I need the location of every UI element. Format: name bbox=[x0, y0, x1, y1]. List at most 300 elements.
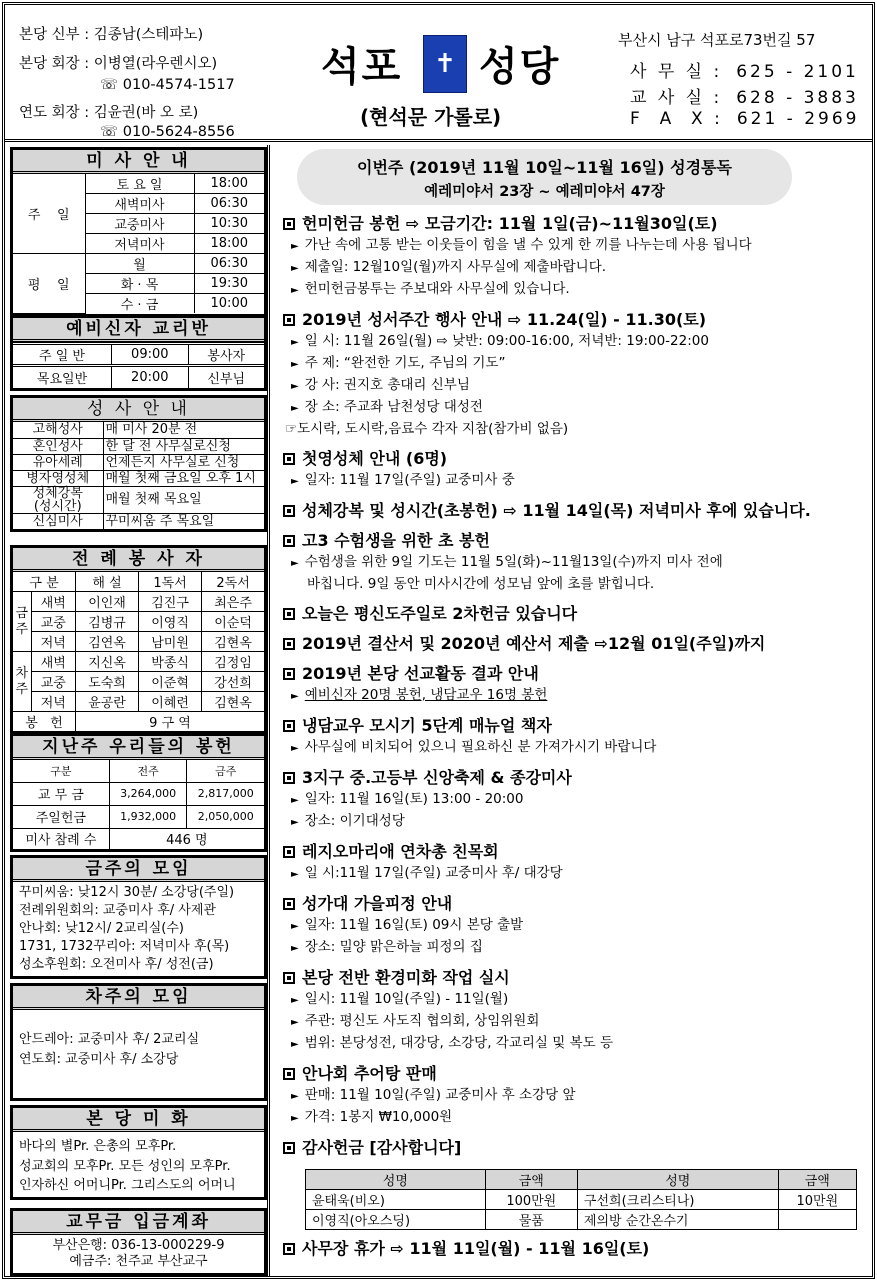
arrow-right-icon: ► bbox=[291, 817, 299, 828]
section-title bbox=[283, 715, 870, 737]
notice-section bbox=[283, 309, 870, 440]
notice-section bbox=[283, 767, 870, 833]
address: 부산시 남구 석포로73번길 57 bbox=[618, 31, 816, 49]
notice-item-text: 판매: 11월 10일(주일) 교중미사 후 소강당 앞 bbox=[304, 1087, 576, 1103]
table-cell: 남미원 bbox=[139, 632, 202, 652]
phone-line bbox=[630, 83, 859, 108]
table-row bbox=[13, 344, 264, 366]
section-title bbox=[283, 893, 870, 915]
table-cell: 100만원 bbox=[485, 1190, 577, 1210]
table-cell: 토 요 일 bbox=[85, 174, 194, 194]
table-cell: 저녁 bbox=[31, 632, 76, 652]
yeondo-phone: ☏ 010-5624-8556 bbox=[100, 124, 235, 140]
section-title-text: 본당 전반 환경미화 작업 실시 bbox=[302, 968, 510, 987]
section-title bbox=[283, 603, 870, 625]
notice-section bbox=[283, 603, 870, 625]
yeondo-president: 연도 회장 : 김윤권(바 오 로) bbox=[19, 105, 199, 121]
phone-value: 628 - 3883 bbox=[736, 88, 859, 108]
table-cell: 봉사자 bbox=[188, 344, 264, 366]
table-row bbox=[306, 1210, 857, 1230]
header bbox=[5, 5, 872, 142]
mass-box bbox=[10, 147, 267, 317]
table-cell: 김병규 bbox=[76, 612, 139, 632]
table-cell: 새벽 bbox=[31, 592, 76, 612]
arrow-right-icon: ► bbox=[291, 285, 299, 296]
table-cell: 저녁 bbox=[31, 692, 76, 712]
phone-value: 621 - 2969 bbox=[736, 109, 860, 129]
account-title: 교무금 입금계좌 bbox=[13, 1211, 264, 1235]
table-row bbox=[306, 1190, 857, 1210]
section-title-text: 냉담교우 모시기 5단계 매뉴얼 책자 bbox=[302, 716, 552, 735]
table-row bbox=[13, 254, 264, 274]
group-label: 차주 bbox=[13, 652, 31, 712]
arrow-right-icon: ► bbox=[291, 1017, 299, 1028]
servers-table bbox=[13, 572, 264, 731]
arrow-right-icon: ► bbox=[291, 1039, 299, 1050]
notice-item bbox=[283, 789, 870, 811]
table-cell: 최은주 bbox=[202, 592, 264, 612]
section-title-text: 성체강복 및 성시간(초봉헌) ⇨ 11월 14일(목) 저녁미사 후에 있습니다. bbox=[302, 501, 811, 520]
notice-item-text: 가격: 1봉지 ₩10,000원 bbox=[304, 1109, 453, 1125]
pastor: 본당 신부 : 김종남(스테파노) bbox=[19, 27, 204, 43]
sunday-label: 주 일 bbox=[13, 174, 85, 254]
sacraments-title: 성 사 안 내 bbox=[13, 398, 264, 422]
table-cell: 김연옥 bbox=[76, 632, 139, 652]
notice-note: ☞도시락, 도시락,음료수 각자 지참(참가비 없음) bbox=[285, 421, 569, 437]
table-cell: 3,264,000 bbox=[109, 782, 187, 805]
table-cell: 10:00 bbox=[194, 294, 264, 314]
table-cell: 이준혁 bbox=[139, 672, 202, 692]
table-cell: 이인재 bbox=[76, 592, 139, 612]
section-title-text: 2019년 본당 선교활동 결과 안내 bbox=[302, 664, 539, 683]
notice-item-text: 일자: 11월 16일(토) 09시 본당 출발 bbox=[304, 917, 524, 933]
list-line: 바다의 별Pr. 은총의 모후Pr. bbox=[19, 1139, 177, 1154]
servers-box bbox=[10, 545, 267, 734]
arrow-right-icon: ► bbox=[291, 1113, 299, 1124]
section-title bbox=[283, 967, 870, 989]
section-title bbox=[283, 500, 870, 522]
column-header: 성명 bbox=[306, 1170, 486, 1190]
list-line: 부산은행: 036-13-000229-9 bbox=[52, 1238, 225, 1253]
table-cell: 윤태욱(비오) bbox=[306, 1190, 486, 1210]
offering-box bbox=[10, 733, 267, 852]
table-cell: 10:30 bbox=[194, 214, 264, 234]
list-line: 안나회: 낮12시/ 2교리실(수) bbox=[19, 921, 185, 936]
section-title bbox=[283, 767, 870, 789]
table-row bbox=[13, 612, 264, 632]
notice-item-text: 장소: 밀양 맑은하늘 피정의 집 bbox=[304, 939, 483, 955]
checkbox-square-icon bbox=[283, 505, 295, 517]
arrow-right-icon: ► bbox=[291, 795, 299, 806]
table-cell: 김현옥 bbox=[202, 692, 264, 712]
table-cell: 도숙희 bbox=[76, 672, 139, 692]
table-row bbox=[13, 692, 264, 712]
column-header: 금액 bbox=[485, 1170, 577, 1190]
table-cell: 2,817,000 bbox=[187, 782, 264, 805]
left-column bbox=[5, 145, 270, 1276]
section-title bbox=[283, 213, 870, 235]
table-cell: 주일헌금 bbox=[13, 805, 109, 828]
title-right: 성당 bbox=[479, 44, 561, 90]
section-title-text: 안나회 추어탕 판매 bbox=[302, 1064, 437, 1083]
next-week-lines bbox=[13, 1010, 264, 1071]
notice-section bbox=[283, 663, 870, 707]
column-header: 해 설 bbox=[76, 572, 139, 592]
notice-sections bbox=[275, 213, 870, 1260]
table-cell: 미사 참례 수 bbox=[13, 828, 109, 849]
table-row bbox=[13, 422, 264, 438]
section-title bbox=[283, 448, 870, 470]
notice-item bbox=[283, 811, 870, 833]
table-cell: 매 미사 20분 전 bbox=[103, 422, 264, 438]
arrow-right-icon: ► bbox=[291, 691, 299, 702]
table-cell: 김진구 bbox=[139, 592, 202, 612]
section-title bbox=[283, 1137, 870, 1159]
notice-item bbox=[283, 257, 870, 279]
table-cell: 물품 bbox=[485, 1210, 577, 1230]
table-row bbox=[13, 470, 264, 486]
checkbox-square-icon bbox=[283, 772, 295, 784]
column-header: 금액 bbox=[778, 1170, 856, 1190]
list-line: 성교회의 모후Pr. 모든 성인의 모후Pr. bbox=[19, 1158, 231, 1174]
notice-item bbox=[283, 863, 870, 885]
arrow-right-icon: ► bbox=[291, 943, 299, 954]
checkbox-square-icon bbox=[283, 638, 295, 650]
table-row bbox=[13, 174, 264, 194]
church-logo-icon: ✝ bbox=[423, 35, 467, 93]
notice-section bbox=[283, 1063, 870, 1129]
notice-item-text: 장 소: 주교좌 남천성당 대성전 bbox=[304, 399, 483, 415]
table-cell: 이혜련 bbox=[139, 692, 202, 712]
table-cell: 이영직 bbox=[139, 612, 202, 632]
table-cell: 446 명 bbox=[109, 828, 264, 849]
notice-item bbox=[283, 397, 870, 419]
catechumen-box bbox=[10, 315, 267, 391]
table-cell: 김정임 bbox=[202, 652, 264, 672]
checkbox-square-icon bbox=[283, 314, 295, 326]
notice-section bbox=[283, 1137, 870, 1230]
table-cell: 매월 첫째 목요일 bbox=[103, 486, 264, 513]
notice-item bbox=[283, 989, 870, 1011]
notice-item-text: 제출일: 12월10일(월)까지 사무실에 제출바랍니다. bbox=[304, 259, 607, 275]
bible-chapters: 예레미야서 23장 ~ 예레미야서 47장 bbox=[424, 184, 665, 200]
table-cell: 봉 헌 bbox=[13, 712, 76, 732]
notice-item-text: 일자: 11월 17일(주일) 교중미사 중 bbox=[304, 472, 515, 488]
table-cell: 교중 bbox=[31, 612, 76, 632]
notice-item bbox=[283, 737, 870, 759]
notice-section bbox=[283, 893, 870, 959]
notice-item bbox=[283, 375, 870, 397]
table-row bbox=[13, 652, 264, 672]
list-line: 인자하신 어머니Pr. 그리스도의 어머니 bbox=[19, 1178, 236, 1193]
checkbox-square-icon bbox=[283, 846, 295, 858]
arrow-right-icon: ► bbox=[291, 263, 299, 274]
table-cell: 윤공란 bbox=[76, 692, 139, 712]
list-line: 예금주: 천주교 부산교구 bbox=[69, 1254, 208, 1269]
table-row bbox=[13, 805, 264, 828]
notice-section bbox=[283, 213, 870, 301]
list-line: 연도회: 교중미사 후/ 소강당 bbox=[19, 1051, 179, 1067]
table-cell: 06:30 bbox=[194, 254, 264, 274]
table-cell: 09:00 bbox=[112, 344, 188, 366]
checkbox-square-icon bbox=[283, 218, 295, 230]
table-cell: 박종식 bbox=[139, 652, 202, 672]
section-title bbox=[283, 633, 870, 655]
notice-item-text: 헌미헌금봉투는 주보대와 사무실에 있습니다. bbox=[304, 281, 570, 297]
notice-item-text: 강 사: 권지호 총대리 신부님 bbox=[304, 377, 470, 393]
table-row bbox=[13, 454, 264, 470]
notice-section bbox=[283, 448, 870, 492]
arrow-right-icon: ► bbox=[291, 381, 299, 392]
section-title bbox=[283, 841, 870, 863]
this-week-lines bbox=[13, 882, 264, 976]
list-line: 꾸미씨움: 낮12시 30분/ 소강당(주일) bbox=[19, 885, 235, 900]
arrow-right-icon: ► bbox=[291, 359, 299, 370]
table-cell: 이순덕 bbox=[202, 612, 264, 632]
table-row bbox=[13, 632, 264, 652]
notice-item-text: 일 시: 11월 26일(월) ⇨ 낮반: 09:00-16:00, 저녁반: 19:00-22:00 bbox=[304, 333, 709, 349]
table-cell: 목요일반 bbox=[13, 366, 112, 388]
table-cell: 교중미사 bbox=[85, 214, 194, 234]
table-cell bbox=[778, 1210, 856, 1230]
notice-item bbox=[283, 1085, 870, 1107]
checkbox-square-icon bbox=[283, 535, 295, 547]
group-label: 금주 bbox=[13, 592, 31, 652]
church-title bbox=[321, 35, 561, 92]
table-cell: 제의방 순간온수기 bbox=[577, 1210, 778, 1230]
table-cell: 성체강복 (성시간) bbox=[13, 486, 103, 513]
notice-item bbox=[283, 915, 870, 937]
offering-title: 지난주 우리들의 봉헌 bbox=[13, 736, 264, 760]
table-cell: 월 bbox=[85, 254, 194, 274]
table-cell: 유아세례 bbox=[13, 454, 103, 470]
section-title bbox=[283, 1238, 870, 1260]
notice-item-text: 가난 속에 고통 받는 이웃들이 힘을 낼 수 있게 한 끼를 나누는데 사용 됩니다 bbox=[304, 237, 752, 253]
right-column bbox=[275, 145, 870, 1260]
checkbox-square-icon bbox=[283, 453, 295, 465]
list-line: 1731, 1732꾸리아: 저녁미사 후(목) bbox=[19, 939, 230, 954]
notice-item-text: 사무실에 비치되어 있으니 필요하신 분 가져가시기 바랍니다 bbox=[304, 739, 657, 755]
subtitle: (현석문 가롤로) bbox=[360, 105, 502, 129]
column-header: 1독서 bbox=[139, 572, 202, 592]
table-cell: 지신옥 bbox=[76, 652, 139, 672]
list-line: 성소후원회: 오전미사 후/ 성전(금) bbox=[19, 957, 214, 972]
notice-item-text: 주관: 평신도 사도직 협의회, 상임위원회 bbox=[304, 1013, 540, 1029]
section-title-text: 사무장 휴가 ⇨ 11월 11일(월) - 11월 16일(토) bbox=[302, 1239, 650, 1258]
notice-section bbox=[283, 633, 870, 655]
table-cell: 수 · 금 bbox=[85, 294, 194, 314]
bible-week: 이번주 (2019년 11월 10일~11월 16일) 성경통독 bbox=[357, 158, 732, 177]
table-row bbox=[13, 572, 264, 592]
column-header: 구분 bbox=[13, 760, 109, 782]
notice-item bbox=[283, 235, 870, 257]
notice-section bbox=[283, 1238, 870, 1260]
table-cell: 고해성사 bbox=[13, 422, 103, 438]
notice-item bbox=[283, 685, 870, 707]
table-row bbox=[13, 712, 264, 732]
table-row bbox=[13, 760, 264, 782]
list-line: 전례위원회의: 교중미사 후/ 사제관 bbox=[19, 903, 216, 918]
table-row bbox=[13, 782, 264, 805]
table-cell: 새벽미사 bbox=[85, 194, 194, 214]
table-cell: 19:30 bbox=[194, 274, 264, 294]
this-week-title: 금주의 모임 bbox=[13, 858, 264, 882]
offering-table bbox=[13, 760, 264, 849]
table-row bbox=[13, 828, 264, 849]
notice-section bbox=[283, 715, 870, 759]
section-title-text: 2019년 성서주간 행사 안내 ⇨ 11.24(일) - 11.30(토) bbox=[302, 310, 707, 329]
section-title-text: 첫영성체 안내 (6명) bbox=[302, 449, 448, 468]
table-row bbox=[13, 672, 264, 692]
servers-title: 전 례 봉 사 자 bbox=[13, 548, 264, 572]
cleaning-lines bbox=[13, 1132, 264, 1198]
table-row bbox=[13, 438, 264, 454]
table-cell: 언제든지 사무실로 신청 bbox=[103, 454, 264, 470]
weekday-label: 평 일 bbox=[13, 254, 85, 314]
notice-item bbox=[283, 1107, 870, 1129]
section-title-text: 고3 수험생을 위한 초 봉헌 bbox=[302, 531, 490, 550]
arrow-right-icon: ► bbox=[291, 476, 299, 487]
sacraments-box bbox=[10, 395, 267, 532]
table-cell: 18:00 bbox=[194, 234, 264, 254]
arrow-right-icon: ► bbox=[291, 995, 299, 1006]
notice-section bbox=[283, 967, 870, 1055]
sacraments-table bbox=[13, 422, 264, 529]
section-title-text: 감사헌금 [감사합니다] bbox=[302, 1138, 462, 1157]
checkbox-square-icon bbox=[283, 1243, 295, 1255]
table-cell: 저녁미사 bbox=[85, 234, 194, 254]
section-title bbox=[283, 663, 870, 685]
mass-title: 미 사 안 내 bbox=[13, 150, 264, 174]
notice-section bbox=[283, 530, 870, 595]
notice-item-text: 일시: 11월 10일(주일) - 11일(월) bbox=[304, 991, 509, 1007]
section-title-text: 2019년 결산서 및 2020년 예산서 제출 ⇨12월 01일(주일)까지 bbox=[302, 634, 766, 653]
notice-item-text: 일자: 11월 16일(토) 13:00 - 20:00 bbox=[304, 791, 524, 807]
notice-item-text: 장소: 이기대성당 bbox=[304, 813, 405, 829]
table-cell: 매월 첫째 금요일 오후 1시 bbox=[103, 470, 264, 486]
table-cell: 혼인성사 bbox=[13, 438, 103, 454]
this-week-meetings-box bbox=[10, 855, 267, 979]
phone-line bbox=[630, 109, 859, 129]
notice-item bbox=[283, 353, 870, 375]
table-row bbox=[13, 513, 264, 529]
thanks-table bbox=[305, 1169, 857, 1230]
notice-item bbox=[283, 552, 870, 574]
arrow-right-icon: ► bbox=[291, 869, 299, 880]
phone-label: F A X : bbox=[630, 109, 723, 129]
table-cell: 10만원 bbox=[778, 1190, 856, 1210]
table-cell: 구선희(크리스티나) bbox=[577, 1190, 778, 1210]
next-week-meetings-box bbox=[10, 983, 267, 1101]
bible-reading-banner bbox=[297, 149, 792, 205]
table-cell: 교중 bbox=[31, 672, 76, 692]
table-header-row bbox=[306, 1170, 857, 1190]
section-title bbox=[283, 1063, 870, 1085]
section-title-text: 오늘은 평신도주일로 2차헌금 있습니다 bbox=[302, 604, 578, 623]
section-title-text: 성가대 가을피정 안내 bbox=[302, 894, 453, 913]
notice-item-text: 일 시:11월 17일(주일) 교중미사 후/ 대강당 bbox=[304, 865, 563, 881]
mass-table bbox=[13, 174, 264, 314]
phone-value: 625 - 2101 bbox=[736, 62, 859, 82]
checkbox-square-icon bbox=[283, 668, 295, 680]
checkbox-square-icon bbox=[283, 972, 295, 984]
arrow-right-icon: ► bbox=[291, 337, 299, 348]
arrow-right-icon: ► bbox=[291, 1091, 299, 1102]
table-row bbox=[13, 366, 264, 388]
notice-item bbox=[283, 1033, 870, 1055]
arrow-right-icon: ► bbox=[291, 241, 299, 252]
checkbox-square-icon bbox=[283, 898, 295, 910]
notice-item-text: 예비신자 20명 봉헌, 냉담교우 16명 봉헌 bbox=[304, 687, 548, 703]
table-cell: 9 구 역 bbox=[76, 712, 265, 732]
account-box bbox=[10, 1208, 267, 1276]
table-cell: 강선희 bbox=[202, 672, 264, 692]
notice-item bbox=[283, 279, 870, 301]
checkbox-square-icon bbox=[283, 1142, 295, 1154]
table-cell: 20:00 bbox=[112, 366, 188, 388]
table-cell: 화 · 목 bbox=[85, 274, 194, 294]
table-cell: 2,050,000 bbox=[187, 805, 264, 828]
table-cell: 신심미사 bbox=[13, 513, 103, 529]
table-cell: 주 일 반 bbox=[13, 344, 112, 366]
notice-item bbox=[283, 937, 870, 959]
table-cell: 꾸미씨움 주 목요일 bbox=[103, 513, 264, 529]
president-phone: ☏ 010-4574-1517 bbox=[100, 77, 235, 93]
account-lines bbox=[13, 1235, 264, 1273]
catechumen-title: 예비신자 교리반 bbox=[13, 318, 264, 342]
arrow-right-icon: ► bbox=[291, 921, 299, 932]
checkbox-square-icon bbox=[283, 608, 295, 620]
table-cell: 06:30 bbox=[194, 194, 264, 214]
notice-item bbox=[283, 470, 870, 492]
phone-label: 사 무 실 : bbox=[630, 62, 723, 82]
section-title bbox=[283, 309, 870, 331]
section-title-text: 헌미헌금 봉헌 ⇨ 모금기간: 11월 1일(금)~11월30일(토) bbox=[302, 214, 718, 233]
column-header: 성명 bbox=[577, 1170, 778, 1190]
section-title-text: 3지구 중.고등부 신앙축제 & 종강미사 bbox=[302, 768, 572, 787]
notice-item bbox=[283, 1011, 870, 1033]
notice-item-continued: 바칩니다. 9일 동안 미사시간에 성모님 앞에 초를 밝힙니다. bbox=[307, 576, 655, 592]
table-cell: 1,932,000 bbox=[109, 805, 187, 828]
table-cell: 병자영성체 bbox=[13, 470, 103, 486]
table-cell: 새벽 bbox=[31, 652, 76, 672]
notice-item-text: 수험생을 위한 9일 기도는 11월 5일(화)~11월13일(수)까지 미사 전에 bbox=[304, 554, 723, 570]
cleaning-title: 본 당 미 화 bbox=[13, 1108, 264, 1132]
catechumen-table bbox=[13, 342, 264, 388]
table-cell: 한 달 전 사무실로신청 bbox=[103, 438, 264, 454]
section-title bbox=[283, 530, 870, 552]
column-header: 구 분 bbox=[13, 572, 76, 592]
cleaning-box bbox=[10, 1105, 267, 1200]
table-cell: 18:00 bbox=[194, 174, 264, 194]
list-line: 안드레아: 교중미사 후/ 2교리실 bbox=[19, 1032, 200, 1047]
notice-section bbox=[283, 500, 870, 522]
table-row bbox=[13, 592, 264, 612]
column-header: 2독서 bbox=[202, 572, 264, 592]
table-row bbox=[13, 486, 264, 513]
column-header: 전주 bbox=[109, 760, 187, 782]
notice-item-text: 범위: 본당성전, 대강당, 소강당, 각교리실 및 복도 등 bbox=[304, 1035, 613, 1051]
phone-line bbox=[630, 57, 859, 82]
notice-section bbox=[283, 841, 870, 885]
checkbox-square-icon bbox=[283, 720, 295, 732]
next-week-title: 차주의 모임 bbox=[13, 986, 264, 1010]
column-header: 금주 bbox=[187, 760, 264, 782]
table-cell: 김현옥 bbox=[202, 632, 264, 652]
table-cell: 신부님 bbox=[188, 366, 264, 388]
checkbox-square-icon bbox=[283, 1068, 295, 1080]
arrow-right-icon: ► bbox=[291, 558, 299, 569]
